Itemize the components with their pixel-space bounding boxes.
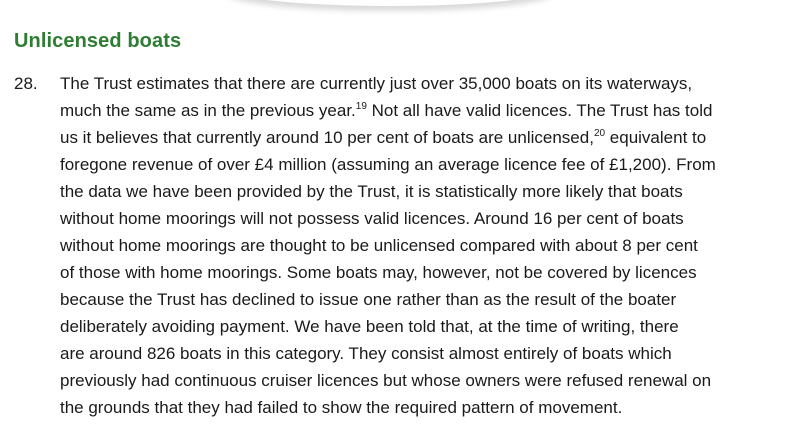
paragraph-line: are around 826 boats in this category. They consist almost entirely of boats which (60, 344, 672, 363)
paragraph-body (60, 70, 795, 421)
paragraph-line: us it believes that currently around 10 per cent of boats are unlicensed,$^{20}$ equivalent to (60, 128, 707, 147)
paragraph-line: foregone revenue of over £4 million (assuming an average licence fee of £1,200). From (60, 155, 716, 174)
footnote-ref-19[interactable]: 19 (355, 101, 367, 112)
paragraph-line: without home moorings will not possess valid licences. Around 16 per cent of boats (60, 209, 684, 228)
paragraph-line: much the same as in the previous year.$^{19}$ Not all have valid licences. The Trust has told (60, 101, 713, 120)
paragraph-line: previously had continuous cruiser licences but whose owners were refused renewal on (60, 371, 712, 390)
paragraph-line: The Trust estimates that there are currently just over 35,000 boats on its waterways, (60, 74, 693, 93)
paragraph-line: of those with home moorings. Some boats may, however, not be covered by licences (60, 263, 697, 282)
header-shadow-decoration (225, 0, 555, 6)
paragraph-line: the grounds that they had failed to show the required pattern of movement. (60, 398, 623, 417)
paragraph-line: without home moorings are thought to be unlicensed compared with about 8 per cent (60, 236, 698, 255)
paragraph-line: the data we have been provided by the Trust, it is statistically more likely that boats (60, 182, 683, 201)
footnote-ref-20[interactable]: 20 (593, 128, 606, 139)
paragraph-line: deliberately avoiding payment. We have been told that, at the time of writing, there (60, 317, 679, 336)
paragraph-number: 28. (14, 74, 38, 93)
paragraph-line: because the Trust has declined to issue one rather than as the result of the boater (60, 290, 677, 309)
section-heading: Unlicensed boats (14, 30, 182, 52)
